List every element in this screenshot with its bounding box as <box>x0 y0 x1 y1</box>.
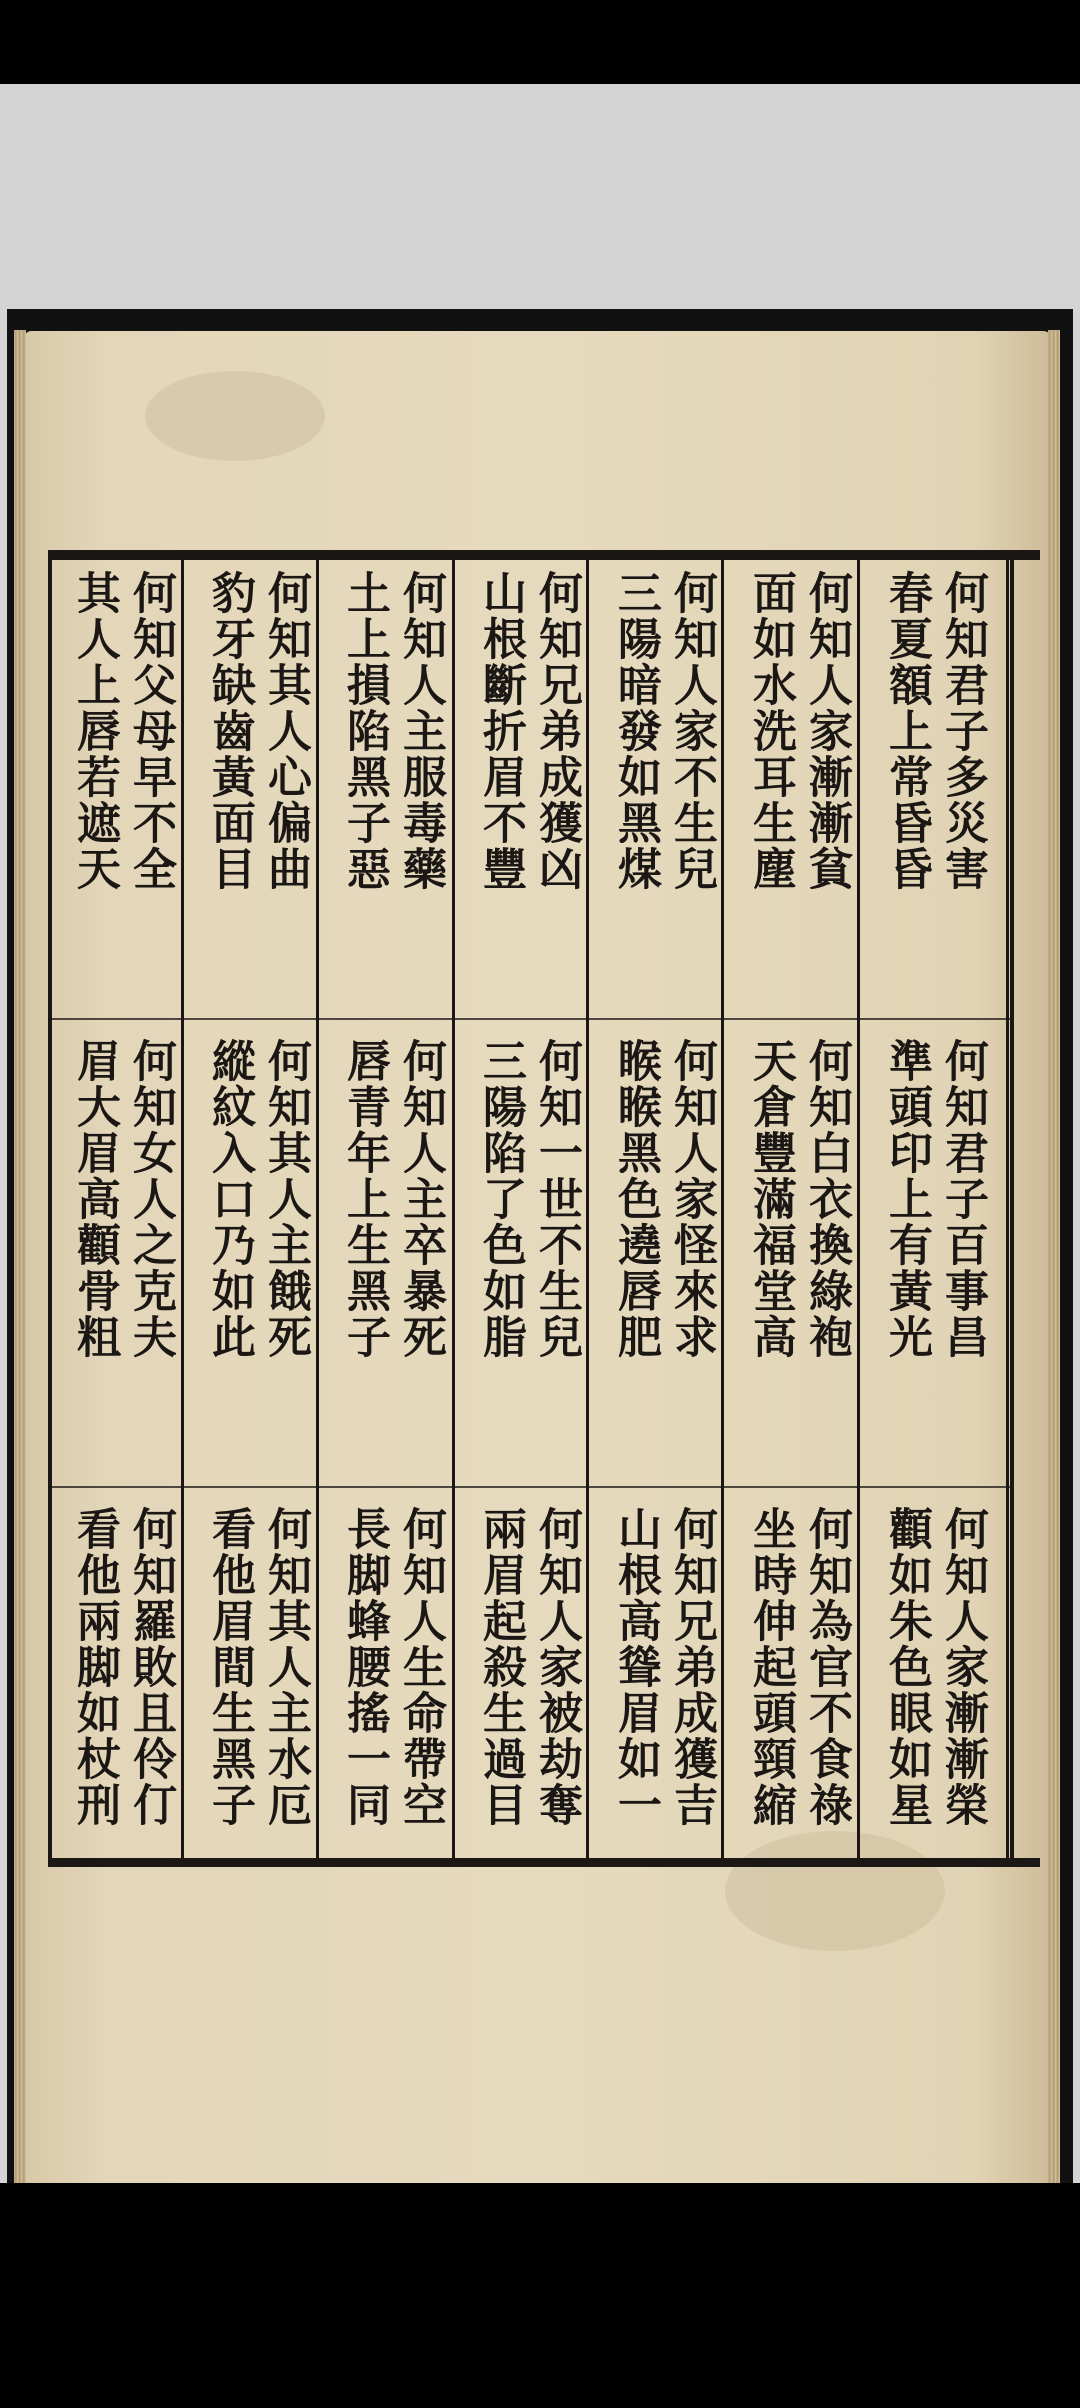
verse-line: 何知君子百事昌 <box>937 1038 988 1360</box>
border-bottom <box>48 1858 1040 1867</box>
verse-line: 土上損陷黑子惡 <box>339 570 390 892</box>
verse-line: 看他兩脚如杖刑 <box>69 1506 120 1828</box>
verse-line: 何知兄弟成獲吉 <box>666 1506 717 1828</box>
verse-line: 何知人家漸漸貧 <box>801 570 852 892</box>
verse-line: 三陽陷了色如脂 <box>475 1038 526 1360</box>
verse-line: 何知其人主餓死 <box>260 1038 311 1360</box>
verse-line: 春夏額上常昏昏 <box>881 570 932 892</box>
verse-line: 何知女人之克夫 <box>125 1038 176 1360</box>
verse-line: 何知人家怪來求 <box>666 1038 717 1360</box>
column-divider <box>1006 556 1009 1861</box>
verse-line: 山根高聳眉如一 <box>610 1506 661 1828</box>
verse-line: 何知為官不食祿 <box>801 1506 852 1828</box>
column-divider <box>721 556 724 1861</box>
verse-line: 坐時伸起頭頸縮 <box>745 1506 796 1828</box>
verse-line: 看他眉間生黑子 <box>204 1506 255 1828</box>
verse-line: 何知羅敗且伶仃 <box>125 1506 176 1828</box>
verse-line: 何知一世不生兒 <box>531 1038 582 1360</box>
verse-line: 顴如朱色眼如星 <box>881 1506 932 1828</box>
column-divider <box>316 556 319 1861</box>
verse-line: 何知兄弟成獲凶 <box>531 570 582 892</box>
verse-line: 何知人家不生兒 <box>666 570 717 892</box>
column-divider <box>586 556 589 1861</box>
top-black-bar <box>0 0 1080 84</box>
verse-line: 天倉豐滿福堂高 <box>745 1038 796 1360</box>
column-divider <box>857 556 860 1861</box>
verse-line: 何知其人主水厄 <box>260 1506 311 1828</box>
verse-line: 山根斷折眉不豐 <box>475 570 526 892</box>
page-edge-right <box>1048 330 1060 2183</box>
verse-line: 何知人主卒暴死 <box>395 1038 446 1360</box>
verse-line: 何知君子多災害 <box>937 570 988 892</box>
page-edge-left <box>14 330 26 2183</box>
tier-divider <box>48 1486 1014 1488</box>
verse-line: 長脚蜂腰搖一同 <box>339 1506 390 1828</box>
border-left <box>48 550 52 1867</box>
border-right <box>1010 550 1014 1867</box>
border-top <box>48 550 1040 560</box>
printed-text-block <box>48 550 1040 1870</box>
bottom-black-bar <box>0 2183 1080 2408</box>
verse-line: 何知人生命帶空 <box>395 1506 446 1828</box>
column-divider <box>452 556 455 1861</box>
paper-stain <box>145 371 325 461</box>
verse-line: 唇青年上生黑子 <box>339 1038 390 1360</box>
verse-line: 何知人家漸漸榮 <box>937 1506 988 1828</box>
verse-line: 面如水洗耳生塵 <box>745 570 796 892</box>
verse-line: 準頭印上有黃光 <box>881 1038 932 1360</box>
verse-line: 何知人主服毒藥 <box>395 570 446 892</box>
tier-divider <box>48 1018 1014 1020</box>
verse-line: 兩眉起殺生過目 <box>475 1506 526 1828</box>
verse-line: 何知人家被劫奪 <box>531 1506 582 1828</box>
verse-line: 何知父母早不全 <box>125 570 176 892</box>
verse-line: 何知其人心偏曲 <box>260 570 311 892</box>
verse-line: 眉大眉高顴骨粗 <box>69 1038 120 1360</box>
column-divider <box>181 556 184 1861</box>
verse-line: 何知白衣換綠袍 <box>801 1038 852 1360</box>
verse-line: 其人上唇若遮天 <box>69 570 120 892</box>
verse-line: 睺睺黑色遶唇肥 <box>610 1038 661 1360</box>
verse-line: 豹牙缺齒黃面目 <box>204 570 255 892</box>
verse-line: 三陽暗發如黑煤 <box>610 570 661 892</box>
verse-line: 縱紋入口乃如此 <box>204 1038 255 1360</box>
